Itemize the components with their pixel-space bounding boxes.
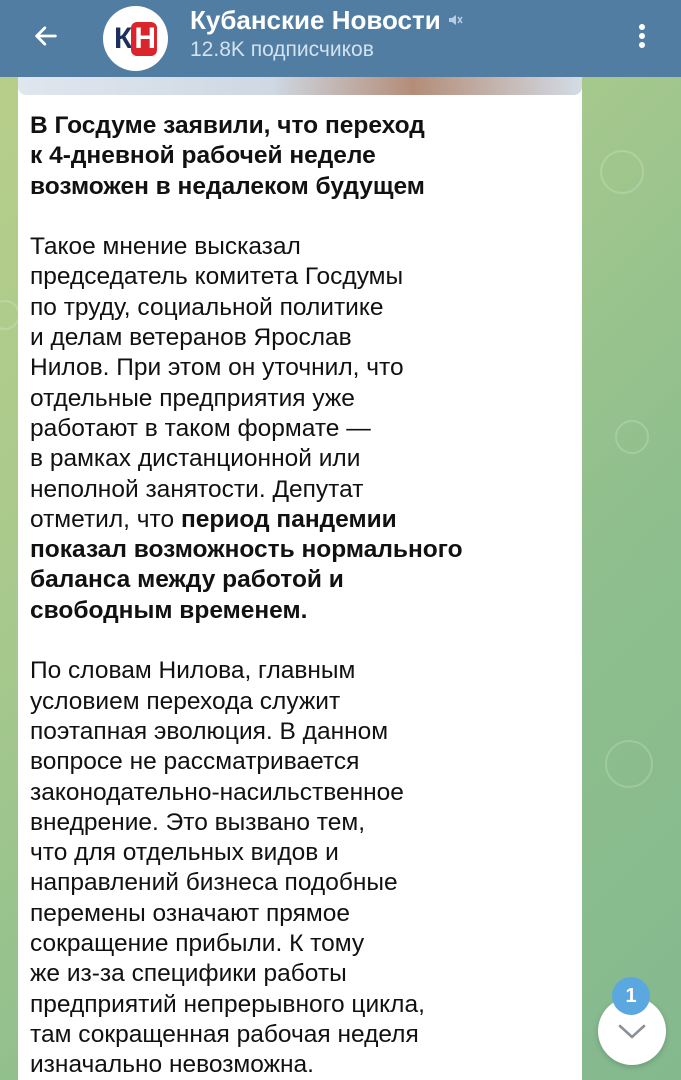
- text-line: же из-за специфики работы: [30, 960, 347, 988]
- text-line: Нилов. При этом он уточнил, что: [30, 354, 404, 382]
- text-line: работают в таком формате —: [30, 414, 371, 442]
- arrow-left-icon: [32, 22, 60, 50]
- headline-line: к 4-дневной рабочей неделе: [30, 142, 376, 170]
- chevron-down-icon: [617, 1021, 647, 1041]
- channel-logo: [114, 22, 157, 56]
- wallpaper-doodle: [600, 150, 644, 194]
- message-headline: [30, 111, 575, 202]
- bold-text-line: показал возможность нормального: [30, 536, 463, 564]
- text-line: в рамках дистанционной или: [30, 445, 361, 473]
- wallpaper-doodle: [615, 420, 649, 454]
- unread-count-badge[interactable]: 1: [612, 977, 650, 1015]
- headline-line: возможен в недалеком будущем: [30, 172, 425, 200]
- text-line: Такое мнение высказал: [30, 233, 301, 261]
- text-line: что для отдельных видов и: [30, 839, 339, 867]
- text-line: предприятий непрерывного цикла,: [30, 990, 425, 1018]
- wallpaper-doodle: [605, 740, 653, 788]
- text-line: неполной занятости. Депутат: [30, 475, 364, 503]
- text-line: изначально невозможна.: [30, 1051, 314, 1079]
- subscriber-count: 12.8K подписчиков: [190, 38, 374, 61]
- vertical-dots-icon: [638, 22, 646, 50]
- text-line: председатель комитета Госдумы: [30, 263, 404, 291]
- headline-line: В Госдуме заявили, что переход: [30, 112, 425, 139]
- back-button[interactable]: [24, 14, 68, 58]
- chat-header: [0, 0, 681, 77]
- logo-letter-h: Н: [131, 22, 157, 56]
- channel-avatar[interactable]: [103, 6, 168, 71]
- text-line: перемены означают прямое: [30, 899, 350, 927]
- text-line: условием перехода служит: [30, 687, 341, 715]
- bold-text-line: период пандемии: [180, 505, 397, 533]
- bold-text-line: свободным временем.: [30, 596, 308, 624]
- message-text: [30, 111, 575, 1080]
- text-line: отдельные предприятия уже: [30, 384, 355, 412]
- muted-speaker-icon: [447, 12, 463, 28]
- text-line: вопросе не рассматривается: [30, 748, 360, 776]
- text-line: и делам ветеранов Ярослав: [30, 324, 352, 352]
- logo-letter-k: К: [114, 21, 131, 55]
- more-menu-button[interactable]: [622, 14, 662, 58]
- wallpaper-doodle: [0, 300, 20, 330]
- text-line: законодательно-насильственное: [30, 778, 404, 806]
- channel-title-row[interactable]: [190, 4, 463, 36]
- text-line: там сокращенная рабочая неделя: [30, 1020, 419, 1048]
- text-line: внедрение. Это вызвано тем,: [30, 808, 366, 836]
- text-line: по труду, социальной политике: [30, 293, 384, 321]
- channel-title: Кубанские Новости: [190, 4, 441, 35]
- text-line: сокращение прибыли. К тому: [30, 930, 365, 958]
- message-paragraph-2: [30, 656, 575, 1080]
- message-paragraph-1: [30, 232, 575, 626]
- message-bubble[interactable]: [18, 60, 582, 1080]
- text-line: поэтапная эволюция. В данном: [30, 717, 389, 745]
- text-line: направлений бизнеса подобные: [30, 869, 398, 897]
- bold-text-line: баланса между работой и: [30, 566, 344, 594]
- text-line: По словам Нилова, главным: [30, 657, 356, 685]
- text-line: отметил, что: [30, 505, 181, 533]
